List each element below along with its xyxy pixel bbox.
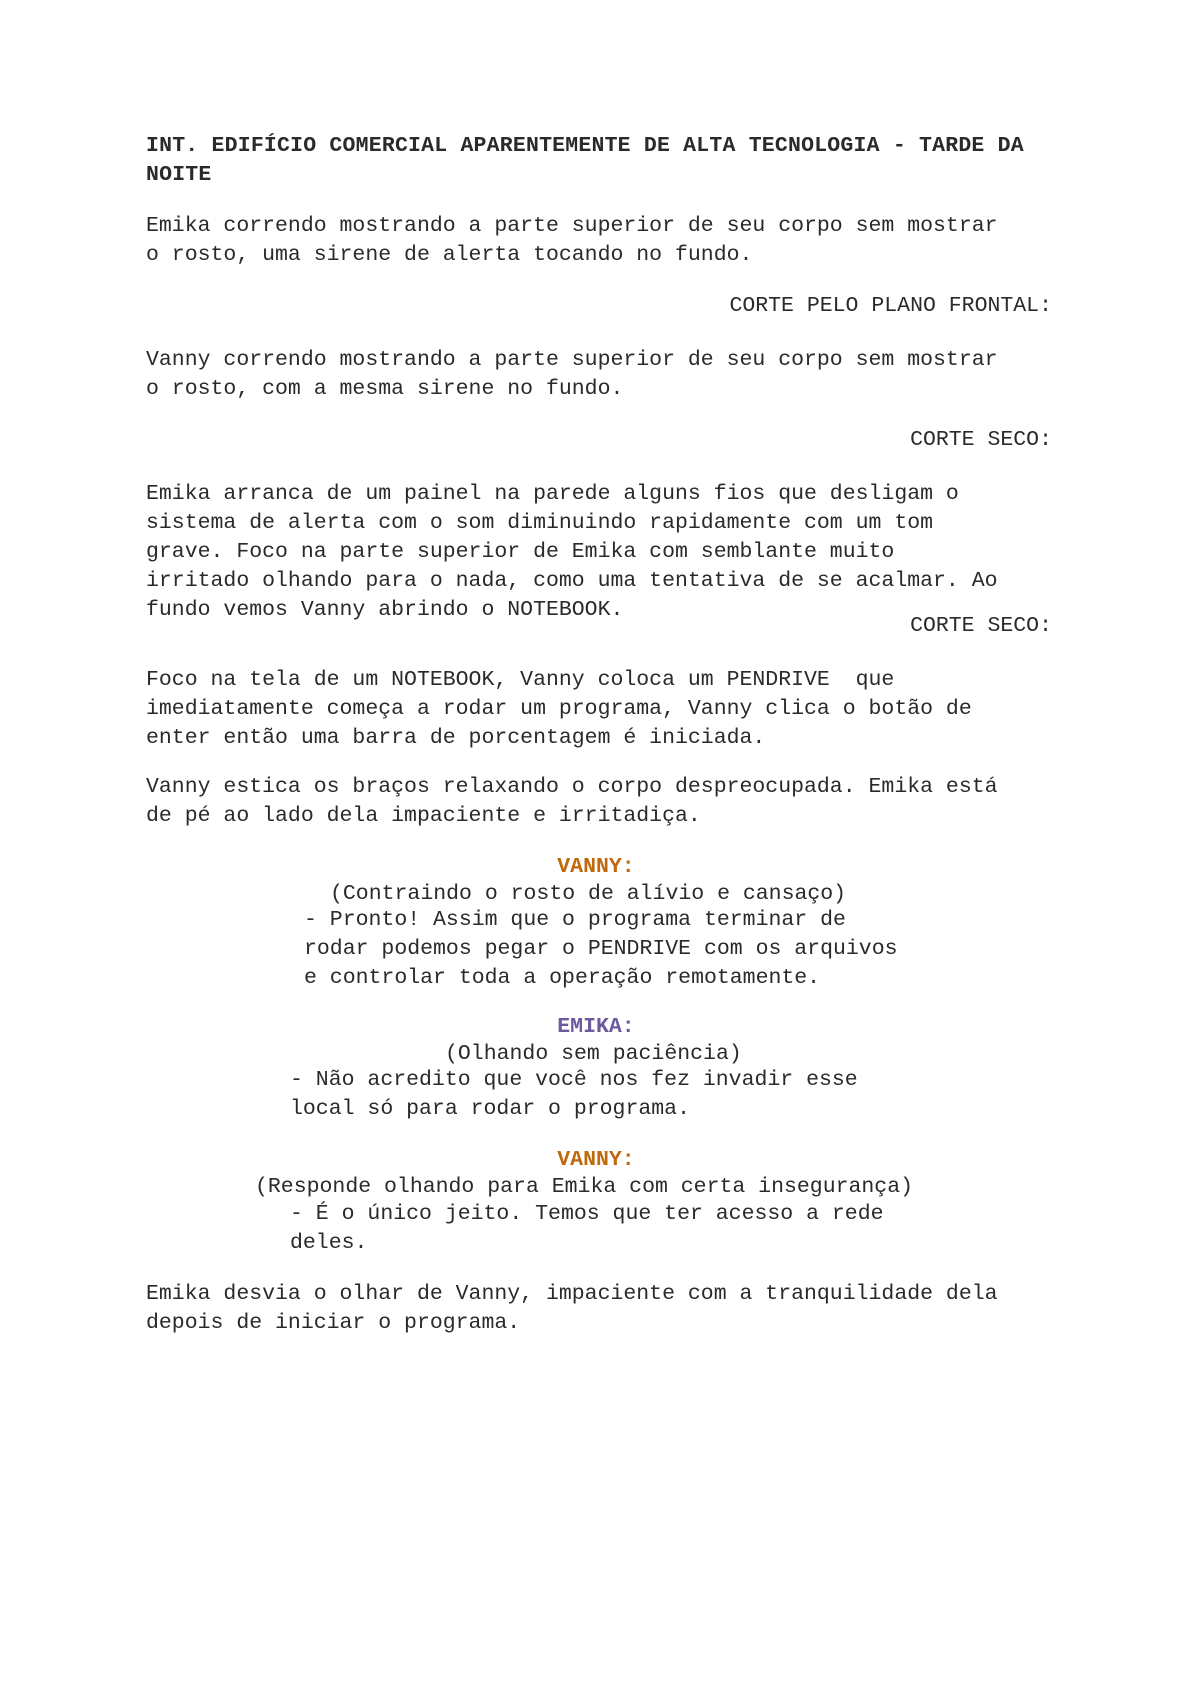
action-line: Emika arranca de um painel na parede alguns fios que desligam o xyxy=(146,482,959,506)
dialogue-line: deles. xyxy=(290,1231,368,1255)
action-line: irritado olhando para o nada, como uma tentativa de se acalmar. Ao xyxy=(146,569,998,593)
action-line: fundo vemos Vanny abrindo o NOTEBOOK. xyxy=(146,598,624,622)
action-block xyxy=(146,773,1046,831)
dialogue-line: - É o único jeito. Temos que ter acesso a rede xyxy=(290,1202,884,1226)
scene-heading-line: NOITE xyxy=(146,163,212,187)
action-line: o rosto, uma sirene de alerta tocando no fundo. xyxy=(146,243,753,267)
action-line: Vanny correndo mostrando a parte superior de seu corpo sem mostrar xyxy=(146,348,998,372)
action-line: imediatamente começa a rodar um programa, Vanny clica o botão de xyxy=(146,697,972,721)
dialogue-block xyxy=(304,906,898,993)
character-name: VANNY: xyxy=(557,1148,635,1172)
action-line: Foco na tela de um NOTEBOOK, Vanny coloca um PENDRIVE que xyxy=(146,668,895,692)
dialogue-block xyxy=(290,1066,858,1124)
scene-heading xyxy=(146,132,1046,190)
parenthetical: (Contraindo o rosto de alívio e cansaço) xyxy=(330,882,847,906)
dialogue-line: rodar podemos pegar o PENDRIVE com os arquivos xyxy=(304,937,898,961)
transition: CORTE PELO PLANO FRONTAL: xyxy=(729,294,1052,318)
transition: CORTE SECO: xyxy=(910,428,1052,452)
character-name: VANNY: xyxy=(557,855,635,879)
parenthetical: (Olhando sem paciência) xyxy=(445,1042,742,1066)
action-block xyxy=(146,1280,1046,1338)
action-block xyxy=(146,346,1046,404)
action-line: depois de iniciar o programa. xyxy=(146,1311,521,1335)
action-line: Emika desvia o olhar de Vanny, impaciente com a tranquilidade dela xyxy=(146,1282,998,1306)
action-line: Vanny estica os braços relaxando o corpo despreocupada. Emika está xyxy=(146,775,998,799)
action-block xyxy=(146,212,1046,270)
transition: CORTE SECO: xyxy=(910,614,1052,638)
action-line: de pé ao lado dela impaciente e irritadiça. xyxy=(146,804,701,828)
character-name: EMIKA: xyxy=(557,1015,635,1039)
dialogue-line: - Não acredito que você nos fez invadir esse xyxy=(290,1068,858,1092)
action-block xyxy=(146,666,1046,753)
dialogue-line: e controlar toda a operação remotamente. xyxy=(304,966,821,990)
parenthetical: (Responde olhando para Emika com certa insegurança) xyxy=(255,1175,914,1199)
dialogue-line: local só para rodar o programa. xyxy=(290,1097,690,1121)
action-line: enter então uma barra de porcentagem é iniciada. xyxy=(146,726,766,750)
dialogue-block xyxy=(290,1200,884,1258)
action-line: grave. Foco na parte superior de Emika com semblante muito xyxy=(146,540,895,564)
action-line: Emika correndo mostrando a parte superior de seu corpo sem mostrar xyxy=(146,214,998,238)
dialogue-line: - Pronto! Assim que o programa terminar de xyxy=(304,908,846,932)
action-line: sistema de alerta com o som diminuindo rapidamente com um tom xyxy=(146,511,934,535)
action-line: o rosto, com a mesma sirene no fundo. xyxy=(146,377,624,401)
scene-heading-line: INT. EDIFÍCIO COMERCIAL APARENTEMENTE DE ALTA TECNOLOGIA - TARDE DA xyxy=(146,134,1024,158)
action-block xyxy=(146,480,1046,625)
